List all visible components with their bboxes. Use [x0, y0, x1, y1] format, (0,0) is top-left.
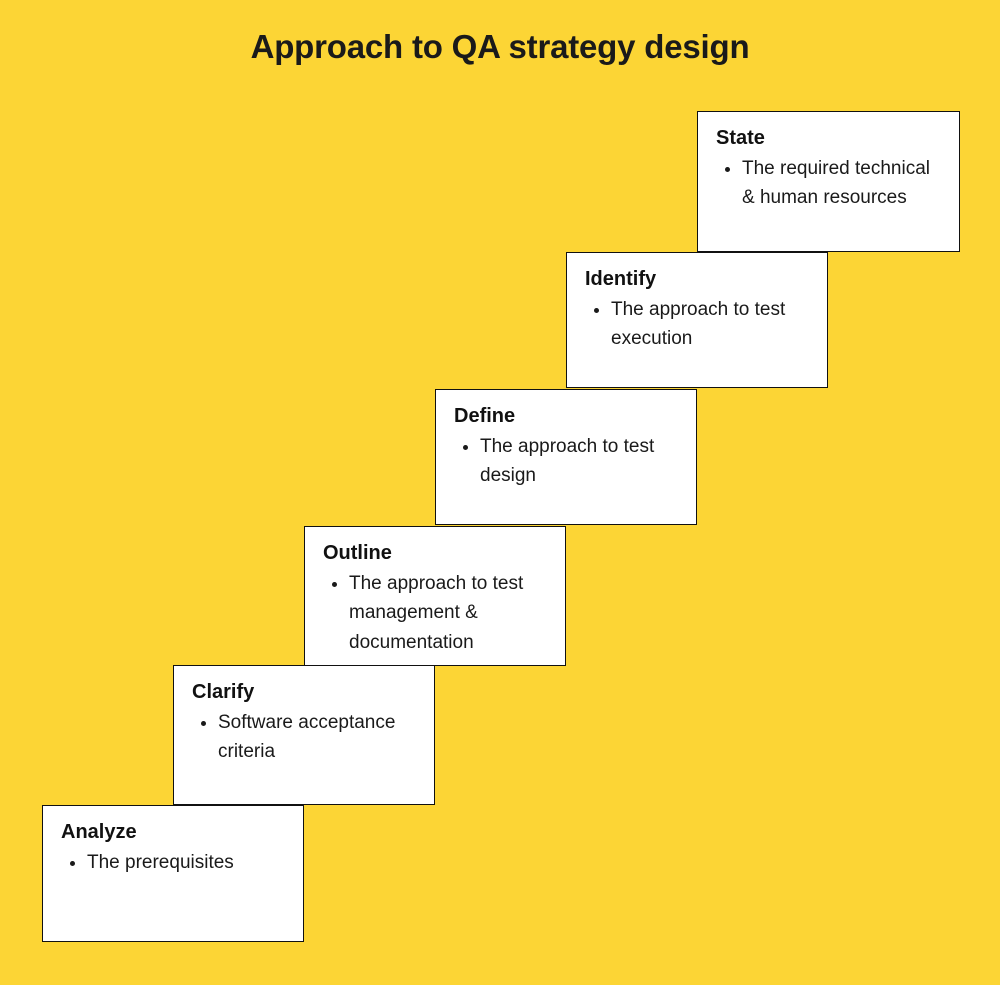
step-card-clarify: [173, 665, 435, 805]
list-item: • The approach to test execution: [611, 295, 811, 354]
step-heading: Identify: [585, 268, 657, 290]
step-heading: Outline: [323, 542, 392, 564]
step-heading: Clarify: [192, 681, 255, 703]
step-item-list: [585, 295, 811, 354]
list-item: • The approach to test design: [480, 432, 680, 491]
step-card-define: [435, 389, 697, 525]
step-item-list: [716, 154, 943, 213]
step-card-state: [697, 111, 960, 252]
list-item: • The approach to test management & documentation: [349, 569, 549, 657]
step-heading: Define: [454, 405, 516, 427]
step-item-list: [61, 848, 287, 877]
list-item: • Software acceptance criteria: [218, 708, 418, 767]
step-heading: State: [716, 127, 765, 149]
step-heading: Analyze: [61, 821, 137, 843]
step-item-list: [454, 432, 680, 491]
list-item: • The required technical & human resources: [742, 154, 943, 213]
step-card-analyze: [42, 805, 304, 942]
step-item-list: [192, 708, 418, 767]
step-card-identify: [566, 252, 828, 388]
step-item-list: [323, 569, 549, 657]
step-card-outline: [304, 526, 566, 666]
page-title: Approach to QA strategy design: [250, 28, 750, 65]
list-item: • The prerequisites: [87, 848, 287, 877]
